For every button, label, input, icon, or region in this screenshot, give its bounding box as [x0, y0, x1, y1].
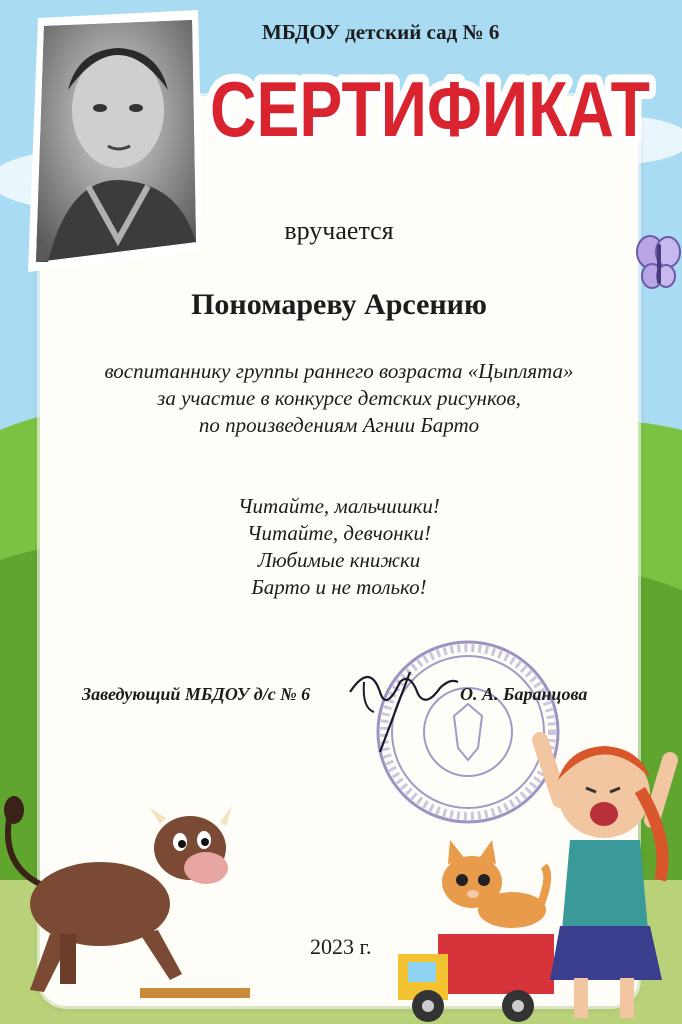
- description-line: по произведениям Агнии Барто: [198, 413, 480, 437]
- butterfly-icon: [636, 232, 682, 294]
- certificate-title-text: СЕРТИФИКАТ: [210, 65, 650, 153]
- recipient-name: Пономареву Арсению: [191, 288, 487, 321]
- certificate-year: 2023 г.: [310, 934, 372, 959]
- description-block: [40, 358, 638, 439]
- certificate-title: [196, 50, 664, 160]
- verse-line: Барто и не только!: [251, 575, 427, 599]
- verse-block: [40, 493, 638, 601]
- calf-icon: [0, 784, 250, 1004]
- signer-title: Заведующий МБДОУ д/с № 6: [82, 684, 311, 704]
- verse-line: Любимые книжки: [257, 548, 421, 572]
- certificate-title-outline: СЕРТИФИКАТ: [210, 65, 650, 153]
- description-line: воспитаннику группы раннего возраста «Цыплята»: [104, 359, 574, 383]
- awarded-text: вручается: [284, 216, 394, 245]
- verse-line: Читайте, мальчишки!: [238, 494, 440, 518]
- handwritten-signature: [340, 652, 460, 762]
- verse-line: Читайте, девчонки!: [247, 521, 431, 545]
- description-line: за участие в конкурсе детских рисунков,: [157, 386, 521, 410]
- signer-name: О. А. Баранцова: [460, 684, 588, 704]
- girl-icon: [530, 730, 682, 1024]
- organization-name: МБДОУ детский сад № 6: [262, 20, 500, 44]
